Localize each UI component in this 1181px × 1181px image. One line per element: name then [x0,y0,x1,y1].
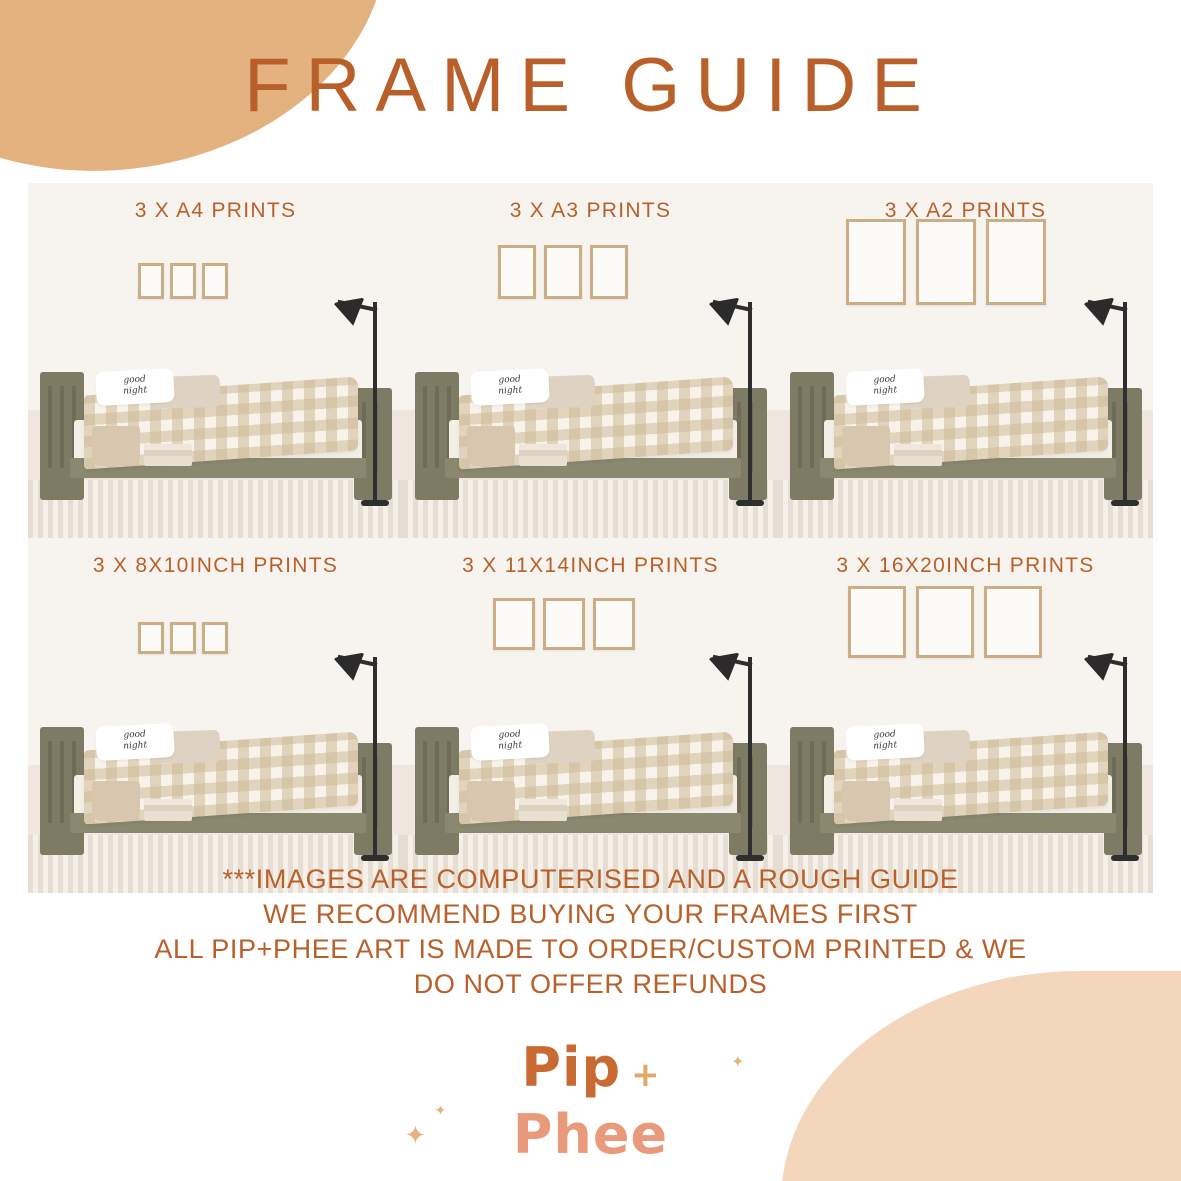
logo-phee-text: Phee [512,1103,669,1166]
book-stack [894,444,942,466]
picture-frame [593,598,635,650]
room-scene [28,183,403,538]
cell-label: 3 X 8X10INCH PRINTS [92,554,339,577]
frame-set [846,219,1046,305]
pillow-text-line2: night [498,385,523,397]
picture-frame [916,219,976,305]
frame-set [493,598,635,650]
picture-frame [986,219,1046,305]
pillow-text-line1: good [498,729,522,741]
room-scene [28,538,403,893]
disclaimer-line-1: ***IMAGES ARE COMPUTERISED AND A ROUGH GUIDE [222,864,959,894]
disclaimer-line-2: WE RECOMMEND BUYING YOUR FRAMES FIRST [263,899,918,929]
logo-plus-text: + [631,1055,660,1095]
pillow-text-line2: night [498,740,523,752]
floor-lamp [1085,647,1147,857]
book-stack [519,799,567,821]
floor-lamp [335,647,397,857]
frame-set [498,245,628,299]
picture-frame [916,586,974,658]
book-stack [144,444,192,466]
picture-frame [138,622,164,654]
sparkle-icon: ✦ [731,1054,745,1071]
pillow-text-line2: night [873,385,898,397]
picture-frame [848,586,906,658]
room-scene [403,183,778,538]
frame-set [848,586,1042,658]
mockup-cell [28,183,403,538]
picture-frame [202,622,228,654]
picture-frame [498,245,536,299]
storage-basket [842,781,890,821]
pillow-text-line1: good [873,729,897,741]
floor-lamp [710,292,772,502]
good-night-pillow [845,723,925,761]
pillow-text-line1: good [123,729,147,741]
picture-frame [170,622,196,654]
mockup-cell [778,183,1153,538]
pillow-text-line2: night [123,385,148,397]
floor-lamp [710,647,772,857]
pillow-text-line2: night [123,740,148,752]
good-night-pillow [95,368,175,406]
picture-frame [846,219,906,305]
good-night-pillow [470,723,550,761]
frame-set [138,263,228,299]
good-night-pillow [470,368,550,406]
mockup-cell [778,538,1153,893]
pillow-text-line1: good [123,374,147,386]
frame-set [138,622,228,654]
book-stack [894,799,942,821]
page-title: FRAME GUIDE [244,43,937,128]
storage-basket [842,426,890,466]
room-scene [403,538,778,893]
sparkle-icon: ✦ [434,1102,447,1118]
picture-frame [590,245,628,299]
pillow-text-line1: good [873,374,897,386]
picture-frame [493,598,535,650]
cell-label: 3 X A3 PRINTS [509,199,672,222]
disclaimer-line-3: ALL PIP+PHEE ART IS MADE TO ORDER/CUSTOM PRINTED & WE [154,934,1027,964]
book-stack [519,444,567,466]
mockup-grid [28,183,1153,893]
floor-lamp [1085,292,1147,502]
cell-label: 3 X A2 PRINTS [884,199,1047,222]
picture-frame [984,586,1042,658]
mockup-cell [28,538,403,893]
mockup-cell [403,538,778,893]
brand-logo [381,1036,801,1166]
mockup-cell [403,183,778,538]
room-scene [778,538,1153,893]
decorative-blob-bottom-right [781,971,1181,1181]
cell-label: 3 X A4 PRINTS [134,199,297,222]
cell-label: 3 X 11X14INCH PRINTS [462,554,719,577]
disclaimer-line-4: DO NOT OFFER REFUNDS [413,969,768,999]
storage-basket [92,426,140,466]
picture-frame [138,263,164,299]
storage-basket [92,781,140,821]
picture-frame [544,245,582,299]
good-night-pillow [95,723,175,761]
picture-frame [543,598,585,650]
room-scene [778,183,1153,538]
storage-basket [467,781,515,821]
pillow-text-line1: good [498,374,522,386]
pillow-text-line2: night [873,740,898,752]
storage-basket [467,426,515,466]
picture-frame [170,263,196,299]
sparkle-icon: ✦ [404,1120,427,1150]
floor-lamp [335,292,397,502]
picture-frame [202,263,228,299]
good-night-pillow [845,368,925,406]
disclaimer-text [41,862,1141,1002]
logo-pip-text: Pip [521,1036,622,1099]
cell-label: 3 X 16X20INCH PRINTS [836,554,1095,577]
book-stack [144,799,192,821]
